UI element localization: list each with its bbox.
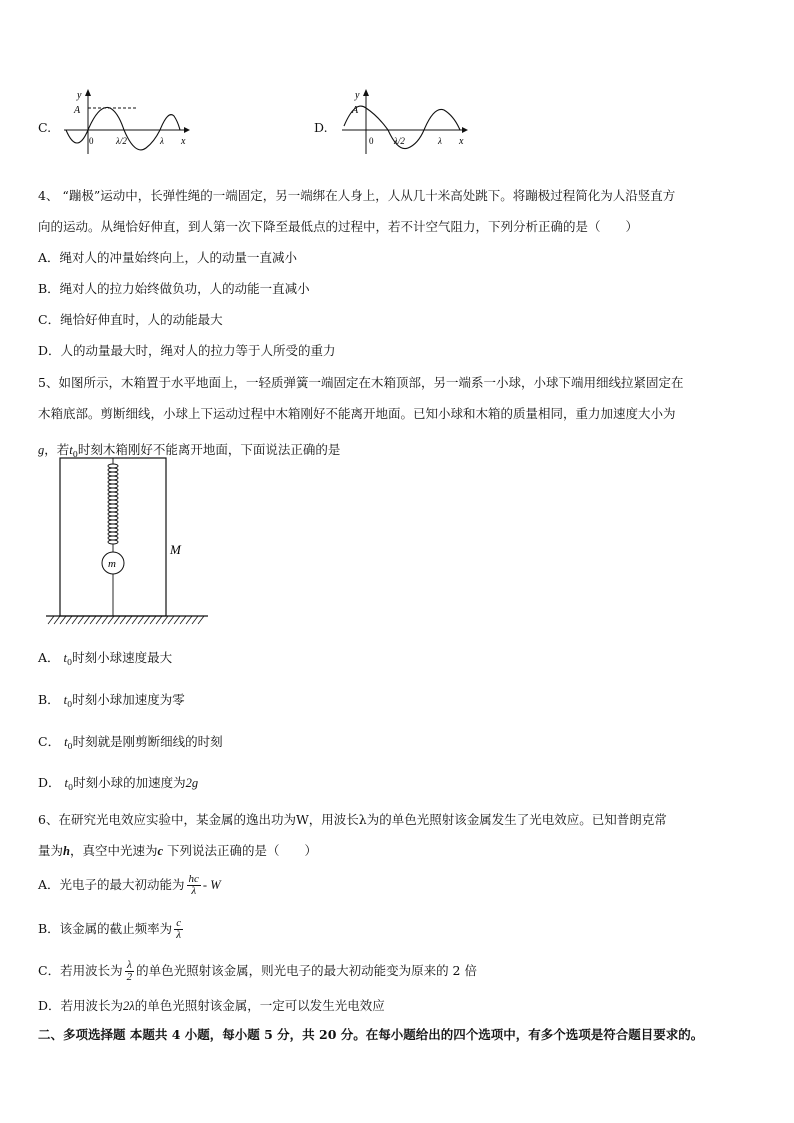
- q4-stem-line1: 4、 “蹦极”运动中，长弹性绳的一端固定，另一端绑在人身上，人从几十米高处跳下。将蹦极过程简化为人沿竖直方: [38, 188, 676, 203]
- q5-stem-line2: 木箱底部。剪断细线，小球上下运动过程中木箱刚好不能离开地面。已知小球和木箱的质量相同，重力加速度大小为: [38, 406, 676, 421]
- svg-text:A: A: [352, 105, 359, 116]
- q5-option-c: C． $t_0$时刻就是刚剪断细线的时刻: [38, 734, 223, 751]
- q6-option-d: D．若用波长为2λ的单色光照射该金属，一定可以发生光电效应: [38, 998, 385, 1013]
- section2-heading: 二、多项选择题 本题共 4 小题，每小题 5 分，共 20 分。在每小题给出的四个选项中，有多个选项是符合题目要求的。: [38, 1027, 704, 1042]
- q6-stem-line2: 量为h，真空中光速为c 下列说法正确的是（ ）: [38, 843, 318, 858]
- svg-text:λ: λ: [438, 136, 442, 146]
- svg-text:0: 0: [369, 136, 374, 146]
- q4-option-d: D．人的动量最大时，绳对人的拉力等于人所受的重力: [38, 343, 336, 358]
- q6-stem-line1: 6、在研究光电效应实验中，某金属的逸出功为W，用波长λ为的单色光照射该金属发生了光电效应。已知普朗克常: [38, 812, 667, 827]
- q6-option-b: B．该金属的截止频率为 $\frac{c}{\lambda}$: [38, 917, 182, 941]
- option-d-label: D.: [314, 120, 328, 135]
- q5-stem-line1: 5、如图所示，木箱置于水平地面上，一轻质弹簧一端固定在木箱顶部，另一端系一小球，小球下端用细线拉紧固定在: [38, 375, 684, 390]
- option-c-label: C.: [38, 120, 52, 135]
- svg-text:x: x: [459, 136, 464, 147]
- svg-text:y: y: [355, 90, 360, 101]
- half-wavelength-label: λ/2: [116, 136, 127, 146]
- svg-text:λ/2: λ/2: [394, 136, 405, 146]
- q6-option-c: C．若用波长为 $\frac{\lambda}{2}$ 的单色光照射该金属，则光电子的最大初动能变为原来的 2 倍: [38, 959, 477, 983]
- option-c-graph: [60, 86, 200, 158]
- svg-text:m: m: [108, 558, 116, 570]
- spring: [108, 458, 118, 552]
- q4-option-b: B．绳对人的拉力始终做负功，人的动能一直减小: [38, 281, 310, 296]
- q4-stem-line2: 向的运动。从绳恰好伸直，到人第一次下降至最低点的过程中，若不计空气阻力，下列分析正确的是（ ）: [38, 219, 639, 234]
- q5-option-a: A． $t_0$时刻小球速度最大: [38, 650, 173, 667]
- option-d-graph: [338, 86, 478, 158]
- spring-box-figure: [44, 456, 214, 632]
- q5-option-b: B． $t_0$时刻小球加速度为零: [38, 692, 185, 709]
- origin-label: 0: [89, 136, 94, 146]
- box-mass-label: M: [170, 542, 181, 557]
- q4-option-a: A．绳对人的冲量始终向上，人的动量一直减小: [38, 250, 298, 265]
- wavelength-label: λ: [160, 136, 164, 146]
- y-axis-label: y: [77, 90, 82, 101]
- q5-stem-line3: g，若$t_0$时刻木箱刚好不能离开地面，下面说法正确的是: [38, 442, 341, 459]
- q6-option-a: A．光电子的最大初动能为 $\frac{hc}{\lambda}$ - W: [38, 873, 221, 897]
- x-axis-label: x: [181, 136, 186, 147]
- amplitude-label: A: [74, 105, 81, 116]
- q5-option-d: D． $t_0$时刻小球的加速度为2g: [38, 775, 199, 792]
- q4-option-c: C．绳恰好伸直时，人的动能最大: [38, 312, 223, 327]
